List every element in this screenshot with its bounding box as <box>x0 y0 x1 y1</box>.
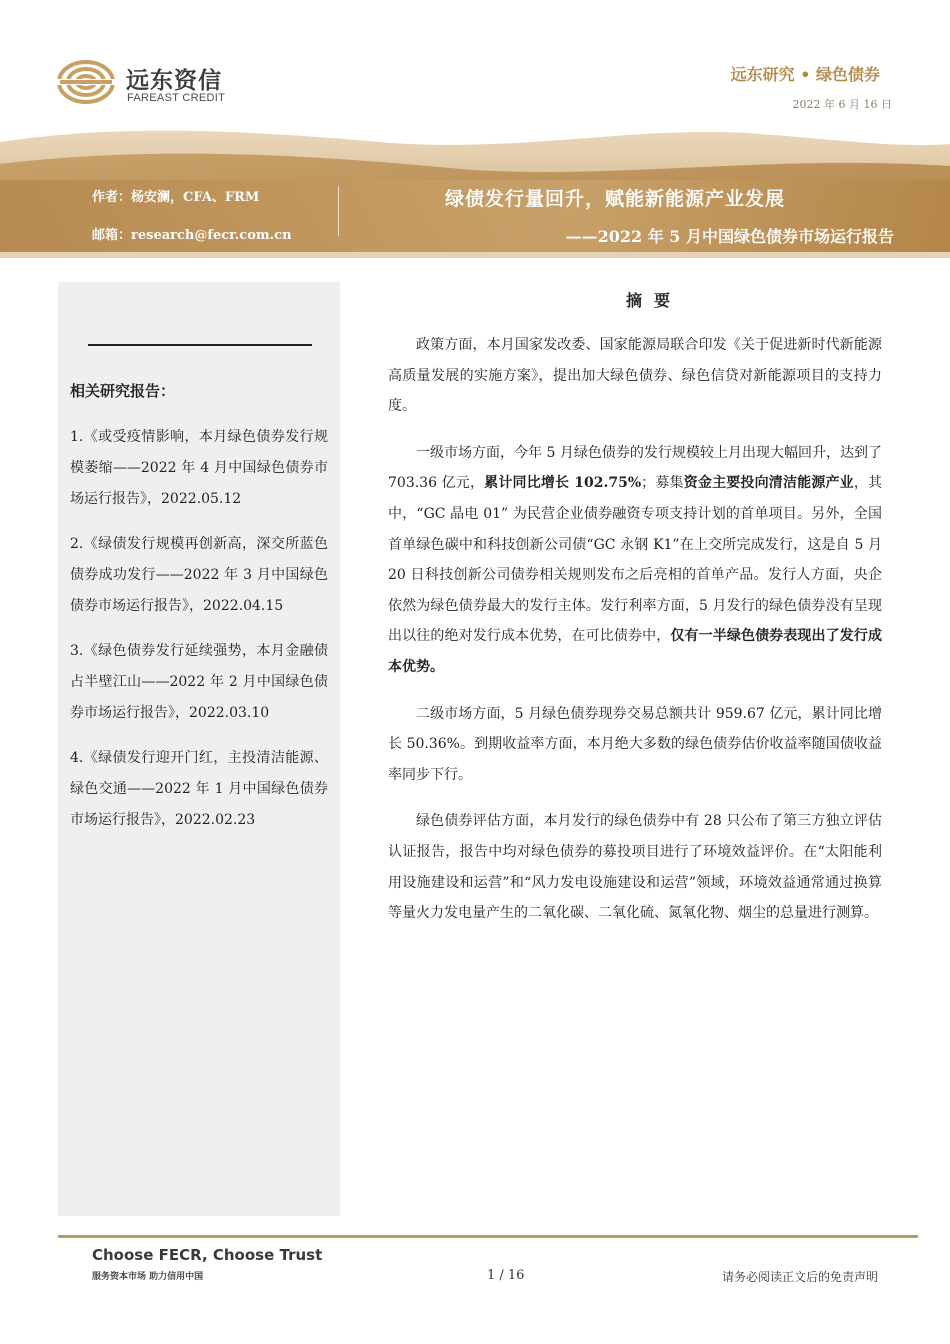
abstract-body <box>388 330 882 945</box>
related-report-item: 1.《或受疫情影响，本月绿色债券发行规模萎缩——2022 年 4 月中国绿色债券市场运行报告》，2022.05.12 <box>70 429 328 507</box>
related-report-item: 2.《绿债发行规模再创新高，深交所蓝色债券成功发行——2022 年 3 月中国绿色债券市场运行报告》，2022.04.15 <box>70 536 328 614</box>
logo-text-cn: 远东资信 <box>126 68 222 94</box>
footer-rule <box>58 1235 918 1238</box>
page-number: 1 / 16 <box>487 1268 525 1283</box>
related-reports-list <box>70 422 328 850</box>
series-brand: 远东研究 • 绿色债券 <box>730 65 880 84</box>
text-span: ；募集 <box>641 475 684 492</box>
abstract-heading: 摘要 <box>626 291 683 310</box>
logo-rings-icon <box>56 58 116 106</box>
email-line: 邮箱：research@fecr.com.cn <box>92 228 292 243</box>
abstract-paragraph-policy: 政策方面，本月国家发改委、国家能源局联合印发《关于促进新时代新能源高质量发展的实施方案》，提出加大绿色债券、绿色信贷对新能源项目的支持力度。 <box>388 337 882 415</box>
abstract-paragraph-primary-market <box>388 438 882 683</box>
text-span: ，其中，“GC 晶电 01” 为民营企业债券融资专项支持计划的首单项目。另外，全国首单绿色碳中和科技创新公司债“GC 永钢 K1”在上交所完成发行，这是自 5 月 20 日科技创新公司债券相关规则发布之后亮相的首单产品。发行人方面，央企依然为绿色债券最大的发行主体。发行利率方面，5 月发行的绿色债券没有呈现出以往的绝对发行成本优势，在可比债券中， <box>388 475 883 645</box>
banner-divider <box>338 186 339 236</box>
footer-tagline: 服务资本市场 助力信用中国 <box>92 1272 204 1282</box>
sidebar <box>58 282 340 1216</box>
related-reports-heading: 相关研究报告： <box>70 382 176 400</box>
bold-highlight: 仅有一半绿色债券表现出了发行成本优势。 <box>388 628 883 675</box>
footer-slogan: Choose FECR, Choose Trust <box>92 1246 323 1264</box>
text-span: 一级市场方面，今年 5 月绿色债券的发行规模较上月出现大幅回升，达到了 703.36 亿元， <box>388 444 882 492</box>
bold-highlight: 累计同比增长 102.75% <box>484 475 642 492</box>
report-title: 绿债发行量回升，赋能新能源产业发展 <box>445 188 786 210</box>
related-report-item: 4.《绿债发行迎开门红，主投清洁能源、绿色交通——2022 年 1 月中国绿色债券市场运行报告》，2022.02.23 <box>70 750 328 828</box>
sidebar-rule <box>88 344 312 346</box>
abstract-paragraph-evaluation: 绿色债券评估方面，本月发行的绿色债券中有 28 只公布了第三方独立评估认证报告，报告中均对绿色债券的募投项目进行了环境效益评价。在“太阳能利用设施建设和运营”和“风力发电设施建设和运营”领域，环境效益通常通过换算等量火力发电量产生的二氧化碳、二氧化硫、氮氧化物、烟尘的总量进行测算。 <box>388 813 882 922</box>
report-subtitle: ——2022 年 5 月中国绿色债券市场运行报告 <box>565 227 894 246</box>
bold-highlight: 资金主要投向清洁能源产业 <box>683 475 854 492</box>
footer-disclaimer: 请务必阅读正文后的免责声明 <box>721 1270 878 1284</box>
report-date: 2022 年 6 月 16 日 <box>792 98 892 111</box>
logo-text-en: FAREAST CREDIT <box>127 92 226 104</box>
abstract-paragraph-secondary-market: 二级市场方面，5 月绿色债券现券交易总额共计 959.67 亿元，累计同比增长 50.36%。到期收益率方面，本月绝大多数的绿色债券估价收益率随国债收益率同步下行。 <box>388 705 882 783</box>
company-logo <box>56 58 246 110</box>
author-line: 作者：杨安澜，CFA、FRM <box>92 190 260 205</box>
related-report-item: 3.《绿色债券发行延续强势，本月金融债占半壁江山——2022 年 2 月中国绿色债券市场运行报告》，2022.03.10 <box>70 643 328 721</box>
